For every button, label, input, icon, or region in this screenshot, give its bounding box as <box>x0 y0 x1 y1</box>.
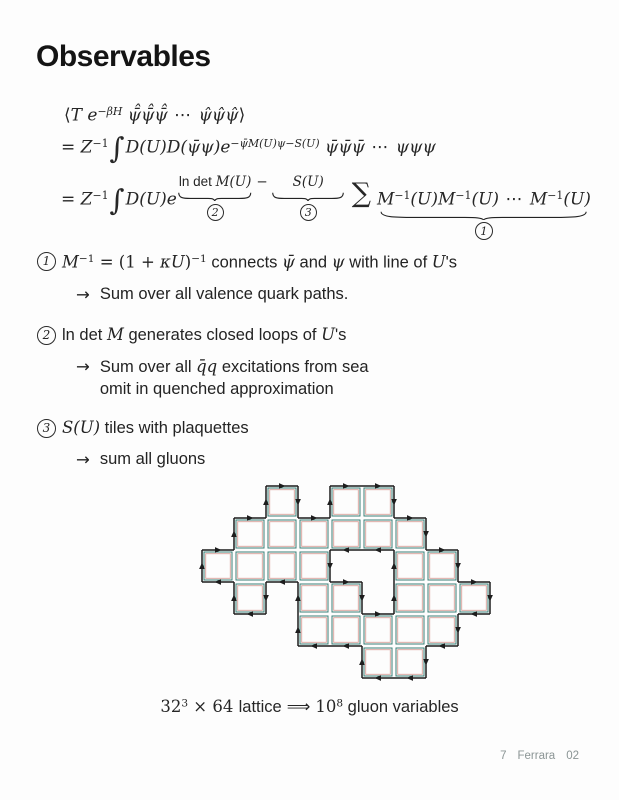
point-3-gluon-action: 3 S(U) tiles with plaquettes <box>37 417 249 439</box>
lattice-caption: $32^3 \times 64$ lattice ⟹ $10^8$ gluon variables <box>160 697 459 716</box>
equation-thermal-expectation: ⟨T $e^{-\beta H}$ ψ̄̂ψ̄̂ψ̄̂ ⋯ ψ̂ψ̂ψ̂⟩ <box>64 105 246 126</box>
circled-number-3: 3 <box>300 204 317 221</box>
sum-symbol: ∑ <box>351 178 371 209</box>
circled-number-2: 2 <box>207 204 224 221</box>
point-1-valence-quarks: 1 $M^{-1} = (1 + \kappa U)^{-1}$ connects ψ̄ and ψ with line of U's <box>37 249 457 273</box>
slide-title: Observables <box>36 40 211 73</box>
arrow-icon: → <box>76 357 90 376</box>
underbrace-ln-det-term: ln det M(U) 2 <box>178 174 252 219</box>
point-3-sub-line: sum all gluons <box>99 450 206 468</box>
underbrace-icon <box>379 211 588 220</box>
eq3-left-side: = $Z^{-1}\int D(U)e$ <box>61 182 177 217</box>
equation-effective-action <box>61 172 593 240</box>
underbrace-gauge-action-term: S(U) 3 <box>271 173 346 221</box>
circled-number-1: 1 <box>475 222 493 240</box>
slide-footer <box>500 750 579 762</box>
footer-venue: Ferrara <box>517 750 556 762</box>
arrow-icon: → <box>76 285 90 304</box>
point-2-sea-quarks: 2 ln det M generates closed loops of U's <box>37 324 346 346</box>
equation-path-integral: = $Z^{-1}\int D(U)D(\psī\psi)e^{-\psīM(U)\psi-S(U)}$ ψ̄ψ̄ψ̄ ⋯ ψψψ <box>61 130 436 165</box>
circled-number-2: 2 <box>37 326 56 345</box>
point-2-sub-line-1: Sum over all q̄q excitations from sea <box>99 357 369 376</box>
point-3-consequence <box>76 449 205 471</box>
arrow-icon: → <box>76 450 90 469</box>
exponent-minus-sign: − <box>256 174 268 190</box>
point-1-consequence <box>76 284 348 306</box>
circled-number-3: 3 <box>37 419 56 438</box>
underbrace-propagator-chain: $M^{-1}(U)M^{-1}(U)$ ⋯ $M^{-1}(U)$ 1 <box>376 189 591 239</box>
circled-number-1: 1 <box>37 252 56 271</box>
point-2-sub-line-2: omit in quenched approximation <box>99 379 334 398</box>
point-2-consequence <box>76 356 369 400</box>
underbrace-icon <box>272 192 344 201</box>
point-1-sub-line: Sum over all valence quark paths. <box>99 285 349 303</box>
underbrace-icon <box>178 192 251 201</box>
footer-year: 02 <box>566 750 579 762</box>
page-number: 7 <box>500 750 507 762</box>
lattice-plaquette-diagram <box>197 481 495 683</box>
